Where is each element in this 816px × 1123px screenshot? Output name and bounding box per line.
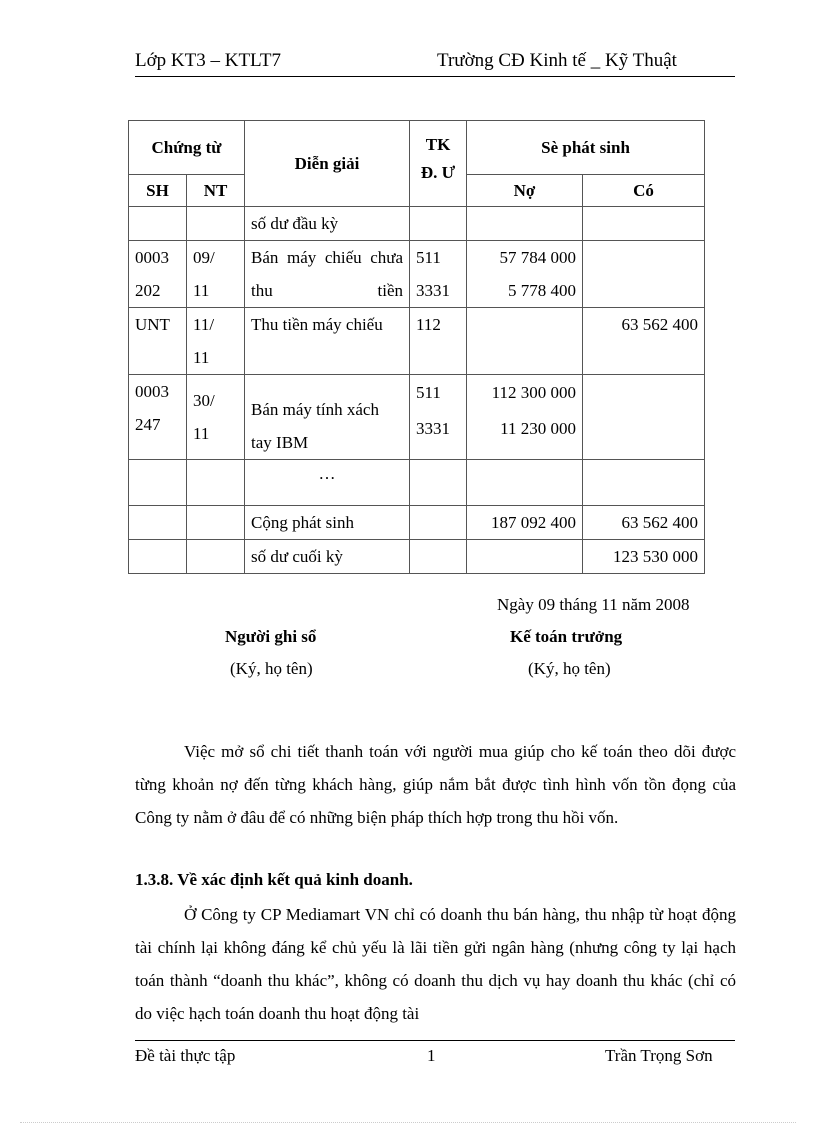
table-row — [129, 375, 705, 460]
cell-co: 63 562 400 — [583, 308, 705, 375]
header-tk-du: TK Đ. Ư — [410, 121, 467, 207]
cell-co — [583, 375, 705, 460]
signature-date: Ngày 09 tháng 11 năm 2008 — [497, 595, 690, 614]
cell-tk — [410, 540, 467, 574]
cell-co — [583, 207, 705, 241]
cell-sh — [129, 207, 187, 241]
table-row — [129, 540, 705, 574]
cell-sh: 0003 202 — [129, 241, 187, 308]
footer-rule — [135, 1040, 735, 1041]
header-co: Có — [583, 175, 705, 207]
cell-co: 63 562 400 — [583, 506, 705, 540]
ledger-table — [128, 120, 705, 574]
paragraph-2: Ở Công ty CP Mediamart VN chỉ có doanh thu bán hàng, thu nhập từ hoạt động tài chính lại không đáng kể chủ yếu là lãi tiền gửi ngân hàng (nhưng công ty lại hạch toán thành “doanh thu khác”, không có doanh thu dịch vụ hay doanh thu khác (chỉ có do việc hạch toán doanh thu hoạt động tài — [135, 905, 736, 1023]
signature-left-note: (Ký, họ tên) — [230, 659, 313, 678]
cell-dien-giai: … — [245, 460, 410, 506]
paragraph-1: Việc mở sổ chi tiết thanh toán với người mua giúp cho kế toán theo dõi được từng khoản nợ đến từng khách hàng, giúp nắm bắt được tình hình vốn tồn đọng của Công ty nằm ở đâu để có những biện pháp thích hợp trong thu hồi vốn. — [135, 742, 736, 827]
page-footer — [135, 1046, 735, 1068]
header-chung-tu: Chứng từ — [129, 121, 245, 175]
footer-author: Trần Trọng Sơn — [605, 1046, 713, 1065]
cell-tk — [410, 506, 467, 540]
cell-no — [467, 308, 583, 375]
cell-no — [467, 460, 583, 506]
header-dien-giai: Diễn giải — [245, 121, 410, 207]
cell-dien-giai: Thu tiền máy chiếu — [245, 308, 410, 375]
cell-tk: 511 3331 — [410, 375, 467, 460]
cell-co: 123 530 000 — [583, 540, 705, 574]
cell-nt — [187, 207, 245, 241]
header-class: Lớp KT3 – KTLT7 — [135, 50, 282, 71]
cell-tk — [410, 460, 467, 506]
header-so-phat-sinh: Sè phát sinh — [467, 121, 705, 175]
cell-co — [583, 241, 705, 308]
cell-nt: 30/ 11 — [187, 375, 245, 460]
header-sh: SH — [129, 175, 187, 207]
cell-nt: 11/ 11 — [187, 308, 245, 375]
cell-no — [467, 207, 583, 241]
signature-right-note: (Ký, họ tên) — [528, 659, 611, 678]
cell-sh: 0003 247 — [129, 375, 187, 460]
cell-dien-giai: số dư cuối kỳ — [245, 540, 410, 574]
cell-sh: UNT — [129, 308, 187, 375]
cell-sh — [129, 460, 187, 506]
page-header — [135, 50, 735, 74]
cell-dien-giai: số dư đầu kỳ — [245, 207, 410, 241]
cell-nt — [187, 506, 245, 540]
table-row — [129, 241, 705, 308]
footer-topic: Đề tài thực tập — [135, 1046, 236, 1065]
signature-right-title: Kế toán trưởng — [510, 627, 623, 646]
signature-left-title: Người ghi sổ — [225, 627, 317, 646]
cell-tk: 511 3331 — [410, 241, 467, 308]
cell-no: 57 784 000 5 778 400 — [467, 241, 583, 308]
header-no: Nợ — [467, 175, 583, 207]
table-row — [129, 308, 705, 375]
section-heading: 1.3.8. Về xác định kết quả kinh doanh. — [135, 870, 413, 889]
header-nt: NT — [187, 175, 245, 207]
table-header-row — [129, 121, 705, 175]
cell-tk: 112 — [410, 308, 467, 375]
cell-nt — [187, 460, 245, 506]
table-row — [129, 207, 705, 241]
header-rule — [135, 76, 735, 77]
page-number: 1 — [427, 1046, 436, 1065]
table-row — [129, 506, 705, 540]
cell-dien-giai: Cộng phát sinh — [245, 506, 410, 540]
cell-nt — [187, 540, 245, 574]
cell-no — [467, 540, 583, 574]
cell-nt: 09/ 11 — [187, 241, 245, 308]
cell-sh — [129, 540, 187, 574]
cell-sh — [129, 506, 187, 540]
cell-no: 112 300 000 11 230 000 — [467, 375, 583, 460]
cell-dien-giai: Bán máy tính xách tay IBM — [245, 375, 410, 460]
table-row — [129, 460, 705, 506]
header-school: Trường CĐ Kinh tế _ Kỹ Thuật — [437, 50, 677, 71]
cell-no: 187 092 400 — [467, 506, 583, 540]
cell-co — [583, 460, 705, 506]
cell-tk — [410, 207, 467, 241]
cell-dien-giai: Bán máy chiếu chưa thu tiền — [245, 241, 410, 308]
